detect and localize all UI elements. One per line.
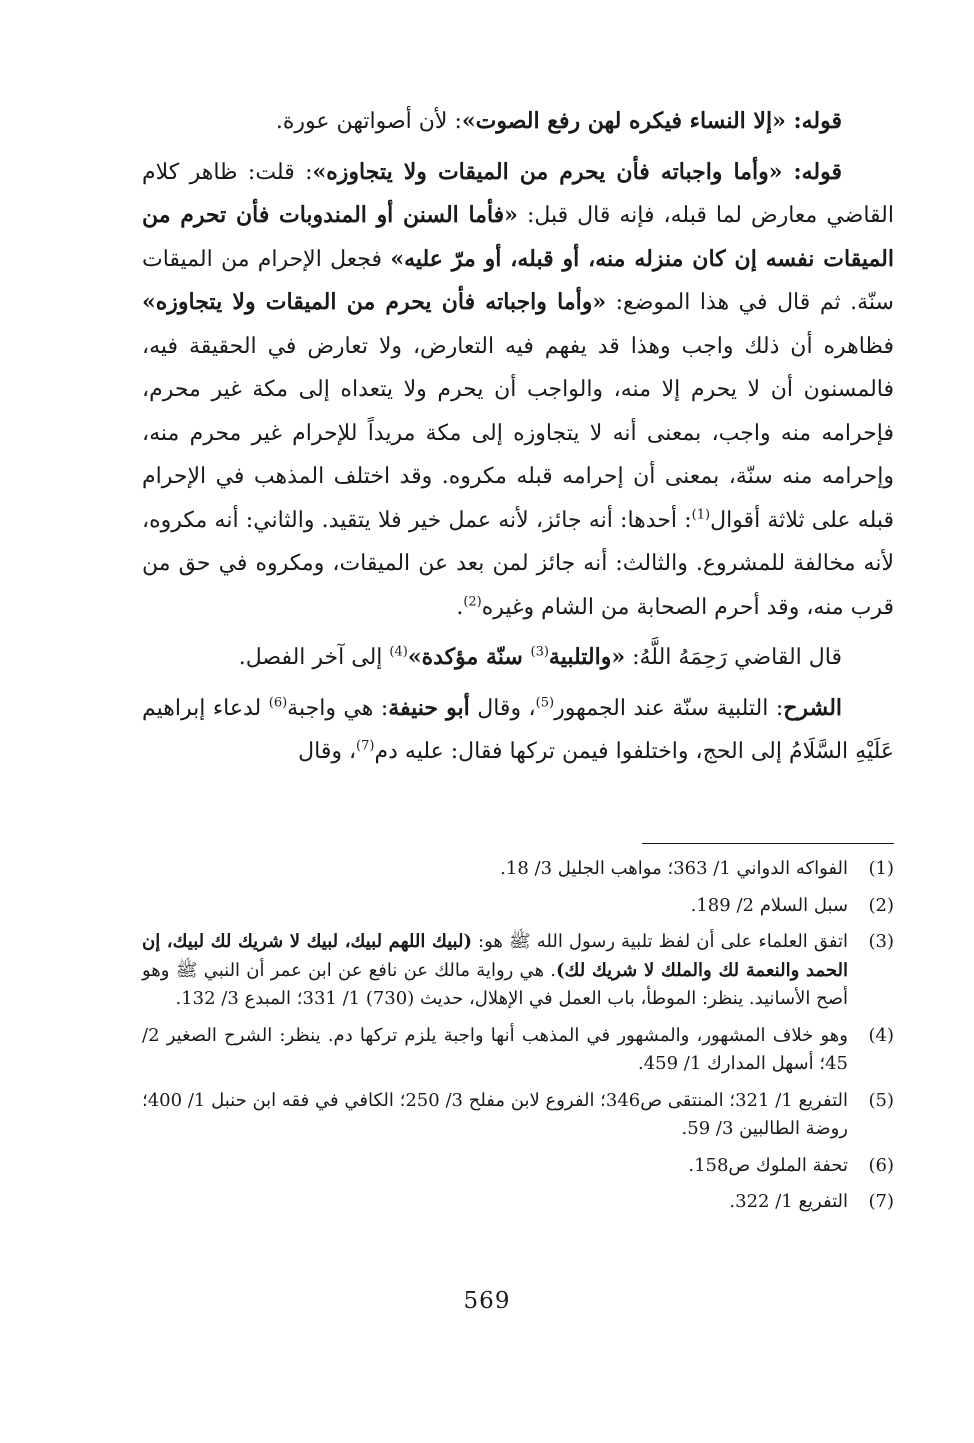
text: . [456,594,464,620]
text: . هي رواية مالك عن نافع عن ابن عمر أن النبي ﷺ وهو أصح الأسانيد. ينظر: الموطأ، باب العمل في الإهلال، حديث (730) 1/ 331؛ المبدع 3/ 132. [142,959,848,1009]
text: الفواكه الدواني 1/ 363؛ مواهب الجليل 3/ 18. [500,858,848,879]
footnote-ref[interactable]: (6) [268,695,288,711]
footnote [142,1022,894,1079]
footnote [142,892,894,921]
footnote-text [142,892,848,921]
footnote [142,1087,894,1144]
footnote-ref[interactable]: (7) [356,738,375,754]
footnote-number: (5) [868,1089,894,1111]
text: لدعاء إبراهيم عَلَيْهِ السَّلَامُ إلى الحج، واختلفوا فيمن تركها فقال: عليه دم [142,695,894,764]
footnote-text [142,1188,848,1217]
footnote-number: (4) [868,1024,894,1046]
bold-text: قوله: «وأما واجباته فأن يحرم من الميقات ولا يتجاوزه» [312,158,842,185]
footnote-text [142,1087,848,1144]
footnote-ref[interactable]: (1) [691,507,711,523]
paragraph [142,100,894,144]
main-text [142,100,894,774]
footnote-number: (7) [868,1191,894,1212]
footnote-ref[interactable]: (2) [463,594,482,610]
page-number: 569 [463,1288,511,1314]
text: إلى آخر الفصل. [238,645,390,670]
text: فجعل الإحرام من الميقات سنّة. ثم قال في هذا الموضع: [142,246,894,315]
footnote-number: (6) [868,1154,894,1176]
footnote-number: (2) [868,894,894,916]
footnote-ref[interactable]: (4) [389,644,408,660]
bold-text: الشرح [783,694,843,721]
footnote [142,1188,894,1217]
text: فظاهره أن ذلك واجب وهذا قد يفهم فيه التعارض، ولا تعارض في الحقيقة فيه، فالمسنون أن لا يحرم إلا منه، والواجب أن يحرم ولا يتعداه إلى مكة غير محرم، فإحرامه منه واجب، بمعنى أنه لا يتجاوزه إلى مكة مريداً للإحرام غير محرم منه، وإحرامه منه سنّة، بمعنى أن إحرامه قبله مكروه. وقد اختلف المذهب في الإحرام قبله على ثلاثة أقوال [142,333,895,533]
footnotes [142,855,894,1225]
paragraph [142,687,894,774]
paragraph [142,151,894,630]
bold-text: «والتلبية [548,644,626,670]
text: تحفة الملوك ص158. [688,1154,848,1176]
text: التفريع 1/ 321؛ المنتقى ص346؛ الفروع لابن مفلح 3/ 250؛ الكافي في فقه ابن حنبل 1/ 400؛ روضة الطالبين 3/ 59. [142,1089,849,1139]
footnote-ref[interactable]: (3) [530,644,549,660]
text: اتفق العلماء على أن لفظ تلبية رسول الله ﷺ هو: [471,931,848,952]
bold-text: (لبيك اللهم لبيك، لبيك لا شريك لك لبيك، إن الحمد والنعمة لك والملك لا شريك لك) [142,931,848,981]
text: : لأن أصواتهن عورة. [275,109,462,134]
text: التفريع 1/ 322. [729,1191,848,1212]
text: قال القاضي رَحِمَهُ اللَّهُ: [625,645,842,670]
footnote-text [142,1022,848,1079]
footnote-text [142,928,848,1014]
bold-text: «وأما واجباته فأن يحرم من الميقات ولا يتجاوزه» [142,289,607,315]
bold-text: قوله: «إلا النساء فيكره لهن رفع الصوت» [461,108,842,134]
text: : قلت: ظاهر كلام القاضي معارض لما قبله، فإنه قال قبل: [142,159,894,228]
text: ، وقال [469,695,536,721]
footnote [142,855,894,884]
footnote [142,928,894,1014]
footnote-text [142,1152,848,1181]
text: ، وقال [298,739,357,764]
text: سبل السلام 2/ 189. [690,894,848,916]
paragraph [142,636,894,680]
footnote-separator [642,843,894,844]
bold-text: «فأما السنن أو المندوبات فأن تحرم من الميقات نفسه إن كان منزله منه، أو قبله، أو مرّ عليه» [142,202,894,272]
footnote-text [142,855,848,884]
bold-text: أبو حنيفة [388,694,470,721]
text: : هي واجبة [287,695,389,721]
footnote-number: (1) [868,858,894,879]
footnote [142,1152,894,1181]
text: : التلبية سنّة عند الجمهور [554,695,784,721]
footnote-ref[interactable]: (5) [535,695,555,711]
footnote-number: (3) [868,931,894,952]
bold-text: سنّة مؤكدة» [407,644,531,670]
text: : أحدها: أنه جائز، لأنه عمل خير فلا يتقيد. والثاني: أنه مكروه، لأنه مخالفة للمشروع. والثالث: أنه جائز لمن بعد عن الميقات، ومكروه في حق من قرب منه، وقد أحرم الصحابة من الشام وغيره [142,507,894,620]
text: وهو خلاف المشهور، والمشهور في المذهب أنها واجبة يلزم تركها دم. ينظر: الشرح الصغير 2/ 45؛ أسهل المدارك 1/ 459. [142,1024,848,1074]
